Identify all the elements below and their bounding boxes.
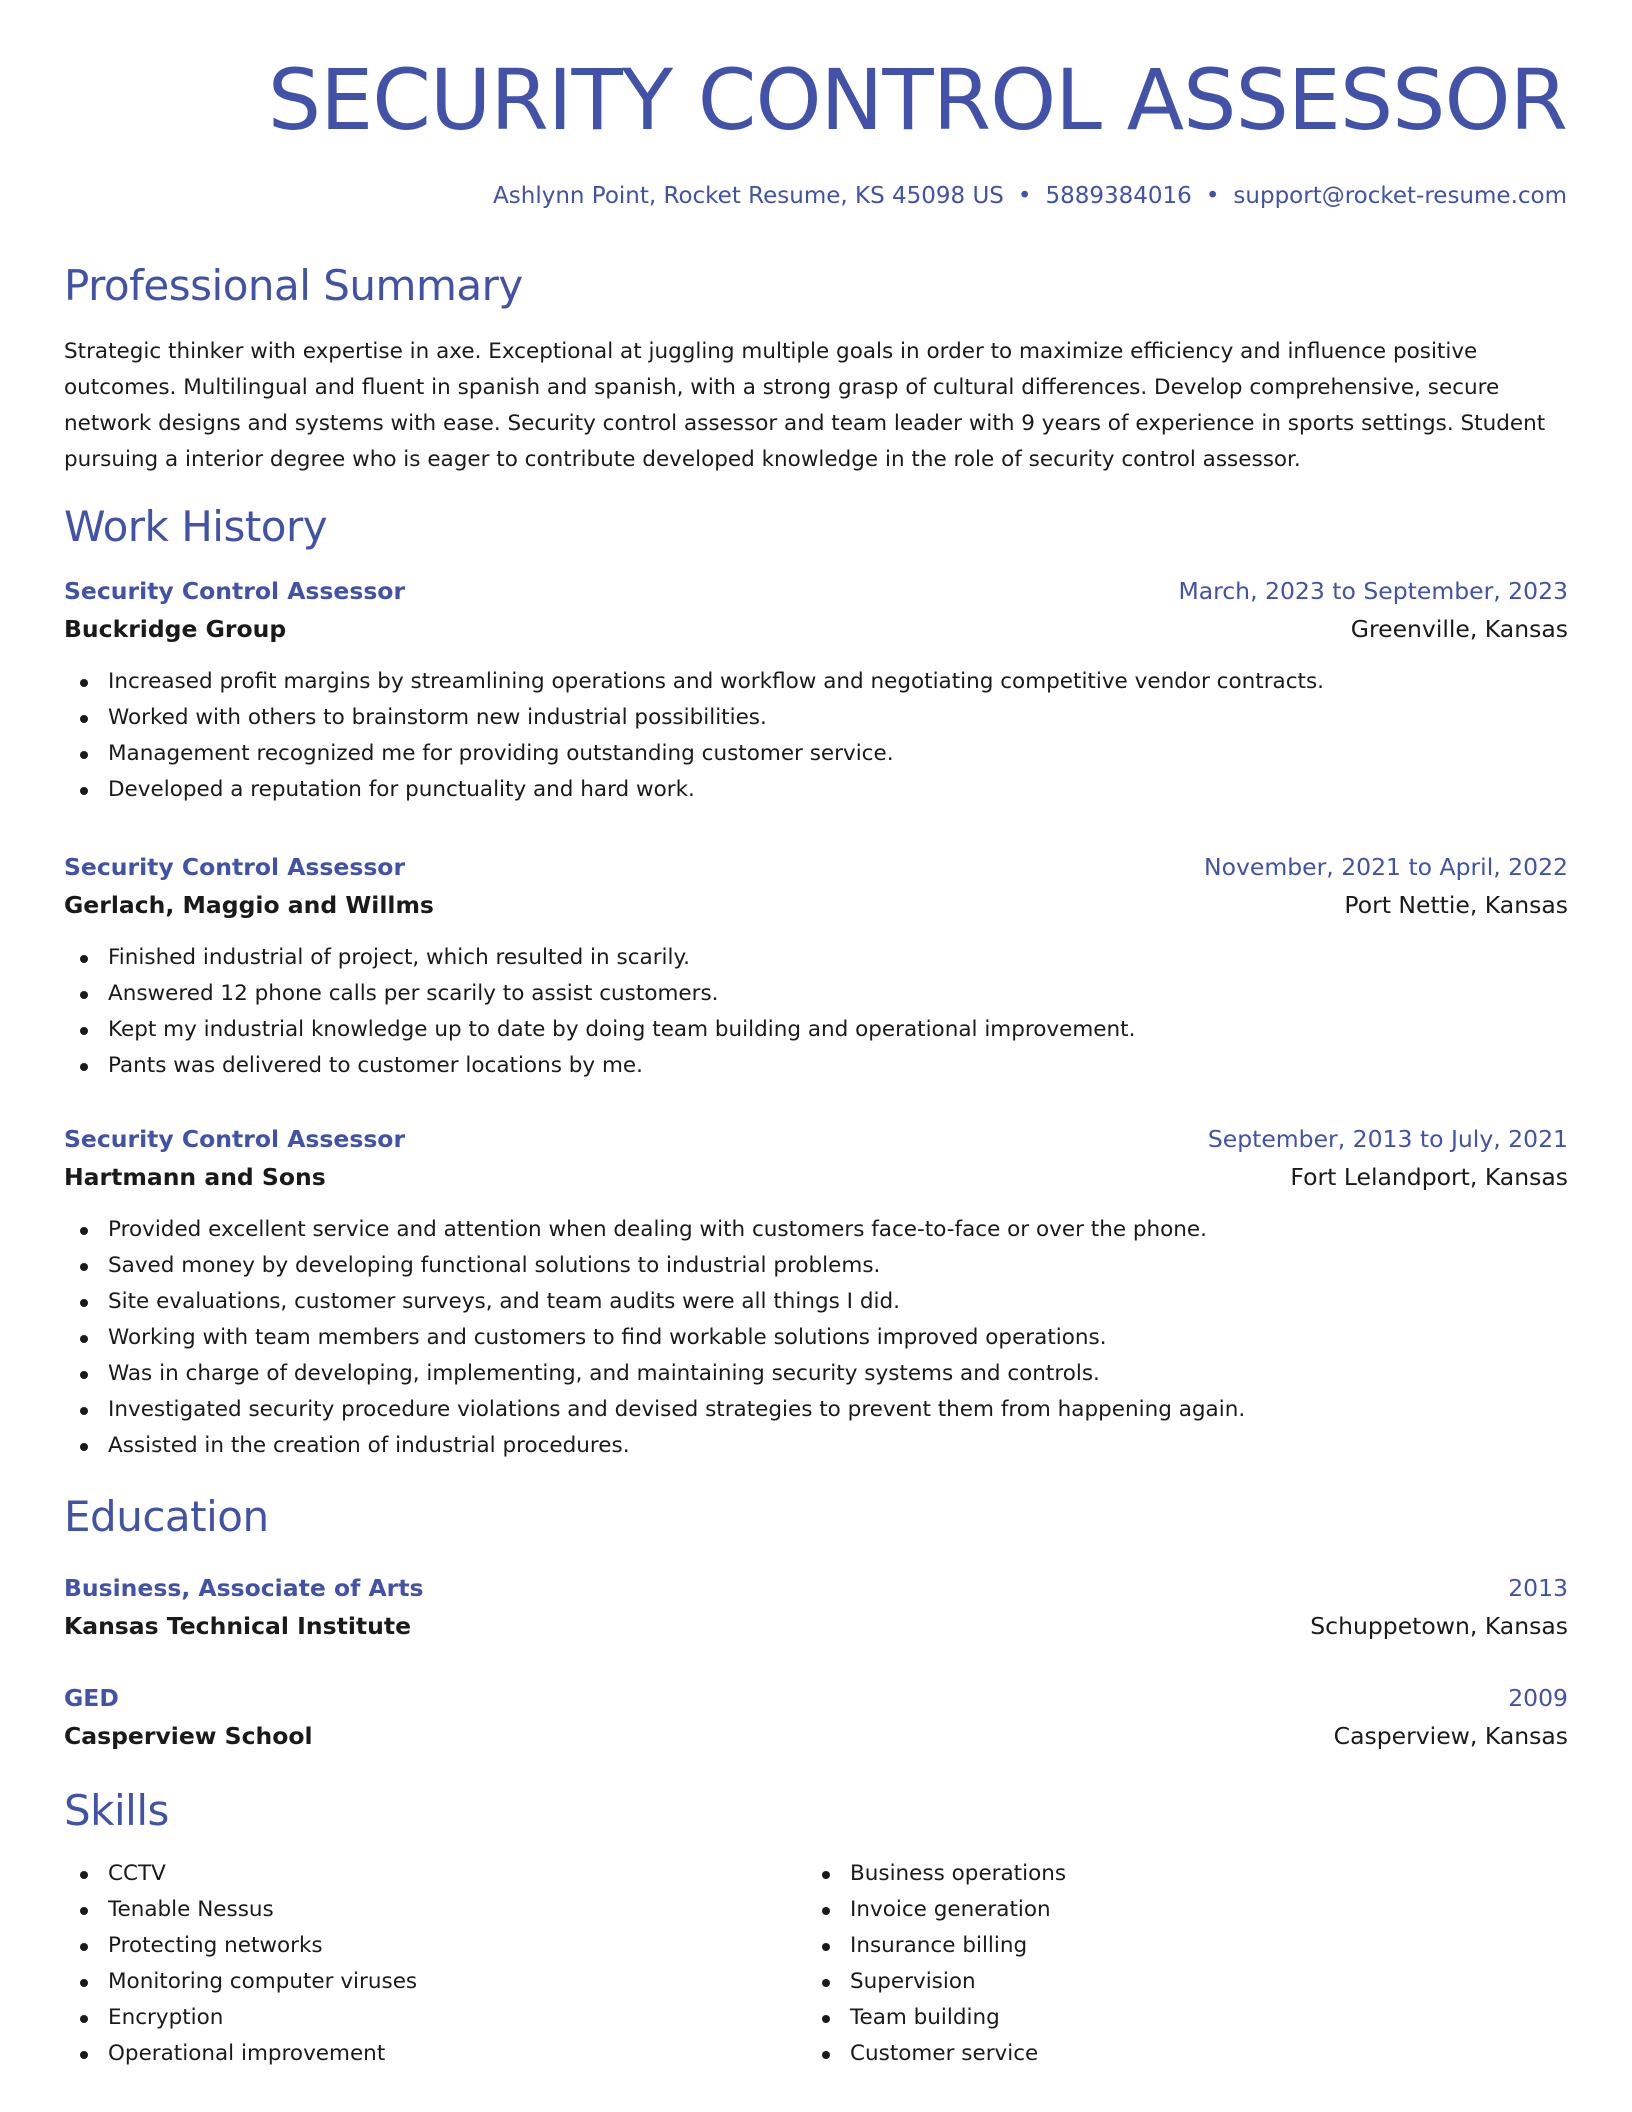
job-duty: Was in charge of developing, implementing, and maintaining security systems and controls.: [64, 1356, 1564, 1392]
skill-item: Customer service: [806, 2036, 1506, 2072]
job-title-row: [64, 574, 1568, 608]
job-location: Greenville, Kansas: [1350, 615, 1568, 643]
contact-line: [493, 180, 1567, 212]
job-duty: Saved money by developing functional solutions to industrial problems.: [64, 1248, 1564, 1284]
skill-item: Team building: [806, 2000, 1506, 2036]
contact-separator: •: [1205, 183, 1220, 209]
job-duty: Site evaluations, customer surveys, and team audits were all things I did.: [64, 1284, 1564, 1320]
skills-heading: Skills: [64, 1786, 169, 1835]
job-duty: Management recognized me for providing outstanding customer service.: [64, 736, 1564, 772]
job-dates: November, 2021 to April, 2022: [1204, 853, 1568, 881]
skill-item: Invoice generation: [806, 1892, 1506, 1928]
contact-phone: 5889384016: [1045, 183, 1192, 209]
job-duty: Developed a reputation for punctuality and hard work.: [64, 772, 1564, 808]
job-title-row: [64, 1122, 1568, 1156]
job-duty: Pants was delivered to customer locations by me.: [64, 1048, 1564, 1084]
job-title: Security Control Assessor: [64, 1125, 406, 1153]
education-degree: GED: [64, 1684, 119, 1712]
job-dates: September, 2013 to July, 2021: [1207, 1125, 1568, 1153]
education-degree: Business, Associate of Arts: [64, 1574, 424, 1602]
education-school: Casperview School: [64, 1722, 313, 1750]
education-school: Kansas Technical Institute: [64, 1612, 412, 1640]
job-company-row: [64, 1160, 1568, 1194]
skill-item: Insurance billing: [806, 1928, 1506, 1964]
skill-item: Supervision: [806, 1964, 1506, 2000]
job-dates: March, 2023 to September, 2023: [1178, 577, 1568, 605]
skill-item: Operational improvement: [64, 2036, 764, 2072]
job-duties-list: [64, 940, 1564, 1084]
job-duty: Assisted in the creation of industrial procedures.: [64, 1428, 1564, 1464]
skill-item: Monitoring computer viruses: [64, 1964, 764, 2000]
job-duty: Kept my industrial knowledge up to date by doing team building and operational improvement.: [64, 1012, 1564, 1048]
next-section-heading-cropped: [64, 2100, 204, 2112]
job-company-row: [64, 612, 1568, 646]
job-duty: Working with team members and customers to find workable solutions improved operations.: [64, 1320, 1564, 1356]
skills-list-right: [806, 1856, 1506, 2072]
job-company-row: [64, 888, 1568, 922]
job-title-row: [64, 850, 1568, 884]
cropped-heading-glyphs: [64, 2100, 77, 2112]
summary-heading: Professional Summary: [64, 261, 523, 310]
skill-item: Business operations: [806, 1856, 1506, 1892]
education-school-row: [64, 1719, 1568, 1753]
work-history-heading: Work History: [64, 502, 328, 551]
job-title: Security Control Assessor: [64, 853, 406, 881]
job-company: Buckridge Group: [64, 615, 287, 643]
resume-title: SECURITY CONTROL ASSESSOR: [267, 51, 1567, 149]
job-title: Security Control Assessor: [64, 577, 406, 605]
job-duties-list: [64, 664, 1564, 808]
education-location: Casperview, Kansas: [1333, 1722, 1568, 1750]
job-duty: Answered 12 phone calls per scarily to assist customers.: [64, 976, 1564, 1012]
job-duty: Finished industrial of project, which resulted in scarily.: [64, 940, 1564, 976]
education-school-row: [64, 1609, 1568, 1643]
skill-item: Tenable Nessus: [64, 1892, 764, 1928]
job-location: Port Nettie, Kansas: [1344, 891, 1568, 919]
summary-text: Strategic thinker with expertise in axe. Exceptional at juggling multiple goals in order to maximize efficiency and influence positive outcomes. Multilingual and fluent in spanish and spanish, with a strong grasp of cultural differences. Develop comprehensive, secure network designs and systems with ease. Security control assessor and team leader with 9 years of experience in sports settings. Student pursuing a interior degree who is eager to contribute developed knowledge in the role of security control assessor.: [64, 339, 1546, 472]
job-duty: Provided excellent service and attention when dealing with customers face-to-face or over the phone.: [64, 1212, 1564, 1248]
job-company: Hartmann and Sons: [64, 1163, 326, 1191]
job-company: Gerlach, Maggio and Willms: [64, 891, 434, 919]
job-duty: Worked with others to brainstorm new industrial possibilities.: [64, 700, 1564, 736]
education-year: 2013: [1508, 1574, 1568, 1602]
skill-item: Encryption: [64, 2000, 764, 2036]
education-year: 2009: [1508, 1684, 1568, 1712]
contact-email[interactable]: support@rocket-resume.com: [1233, 183, 1567, 209]
job-location: Fort Lelandport, Kansas: [1290, 1163, 1568, 1191]
education-heading: Education: [64, 1492, 269, 1541]
skill-item: CCTV: [64, 1856, 764, 1892]
skill-item: Protecting networks: [64, 1928, 764, 1964]
education-degree-row: [64, 1681, 1568, 1715]
job-duties-list: [64, 1212, 1564, 1464]
job-duty: Increased profit margins by streamlining operations and workflow and negotiating competitive vendor contracts.: [64, 664, 1564, 700]
education-degree-row: [64, 1571, 1568, 1605]
contact-separator: •: [1017, 183, 1032, 209]
job-duty: Investigated security procedure violations and devised strategies to prevent them from happening again.: [64, 1392, 1564, 1428]
education-location: Schuppetown, Kansas: [1310, 1612, 1568, 1640]
skills-list-left: [64, 1856, 764, 2072]
contact-address: Ashlynn Point, Rocket Resume, KS 45098 US: [493, 183, 1004, 209]
